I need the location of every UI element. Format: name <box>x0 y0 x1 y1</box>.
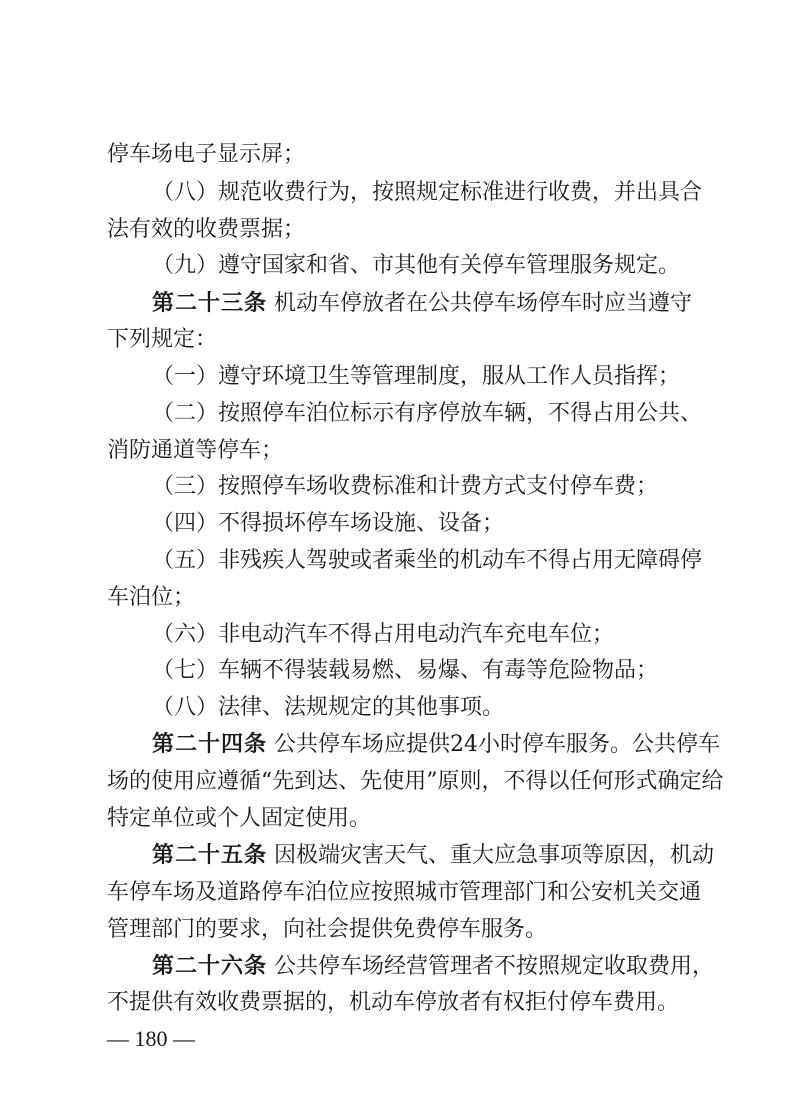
line-text: （四）不得损坏停车场设施、设备； <box>152 511 505 536</box>
line-text: 车停车场及道路停车泊位应按照城市管理部门和公安机关交通 <box>107 880 702 905</box>
line-text: 公共停车场经营管理者不按照规定收取费用， <box>274 954 715 979</box>
line-text: （一）遵守环境卫生等管理制度，服从工作人员指挥； <box>152 364 681 389</box>
text-line <box>0 915 790 945</box>
line-text: （二）按照停车泊位标示有序停放车辆，不得占用公共、 <box>152 401 703 426</box>
article-line <box>0 952 790 982</box>
text-line <box>0 472 790 502</box>
text-line <box>0 325 790 355</box>
text-line <box>0 215 790 245</box>
line-text: （三）按照停车场收费标准和计费方式支付停车费； <box>152 474 659 499</box>
line-text: 停车场电子显示屏； <box>107 142 306 167</box>
text-line <box>0 656 790 686</box>
line-text: 机动车停放者在公共停车场停车时应当遵守 <box>274 291 693 316</box>
article-line <box>0 289 790 319</box>
text-line <box>0 178 790 208</box>
text-line <box>0 362 790 392</box>
text-line <box>0 583 790 613</box>
article-title: 第二十六条 <box>152 954 268 979</box>
line-text: 公共停车场应提供24小时停车服务。公共停车 <box>274 732 721 757</box>
text-line <box>0 546 790 576</box>
text-line <box>0 693 790 723</box>
text-line <box>0 620 790 650</box>
text-line <box>0 988 790 1018</box>
line-text: （六）非电动汽车不得占用电动汽车充电车位； <box>152 622 615 647</box>
line-text: （八）规范收费行为，按照规定标准进行收费，并出具合 <box>152 180 703 205</box>
line-text: 特定单位或个人固定使用。 <box>107 806 372 831</box>
text-line <box>0 878 790 908</box>
text-line <box>0 804 790 834</box>
line-text: 消防通道等停车； <box>107 438 284 463</box>
line-text: 场的使用应遵循“先到达、先使用”原则，不得以任何形式确定给 <box>107 769 724 794</box>
line-text: （九）遵守国家和省、市其他有关停车管理服务规定。 <box>152 253 681 278</box>
article-title: 第二十五条 <box>152 843 268 868</box>
line-text: 因极端灾害天气、重大应急事项等原因，机动 <box>274 843 715 868</box>
line-text: 管理部门的要求，向社会提供免费停车服务。 <box>107 917 548 942</box>
line-text: （八）法律、法规规定的其他事项。 <box>152 695 505 720</box>
text-line <box>0 251 790 281</box>
article-title: 第二十三条 <box>152 291 268 316</box>
article-line <box>0 841 790 871</box>
text-line <box>0 509 790 539</box>
text-line <box>0 767 790 797</box>
line-text: （五）非残疾人驾驶或者乘坐的机动车不得占用无障碍停 <box>152 548 703 573</box>
line-text: 法有效的收费票据； <box>107 217 306 242</box>
article-line <box>0 730 790 760</box>
text-line <box>0 140 790 170</box>
line-text: （七）车辆不得装载易燃、易爆、有毒等危险物品； <box>152 658 659 683</box>
article-title: 第二十四条 <box>152 732 268 757</box>
page-number: — 180 — <box>107 1026 195 1051</box>
text-line <box>0 436 790 466</box>
line-text: 车泊位； <box>107 585 196 610</box>
line-text: 下列规定： <box>107 327 218 352</box>
line-text: 不提供有效收费票据的，机动车停放者有权拒付停车费用。 <box>107 990 680 1015</box>
text-line <box>0 399 790 429</box>
